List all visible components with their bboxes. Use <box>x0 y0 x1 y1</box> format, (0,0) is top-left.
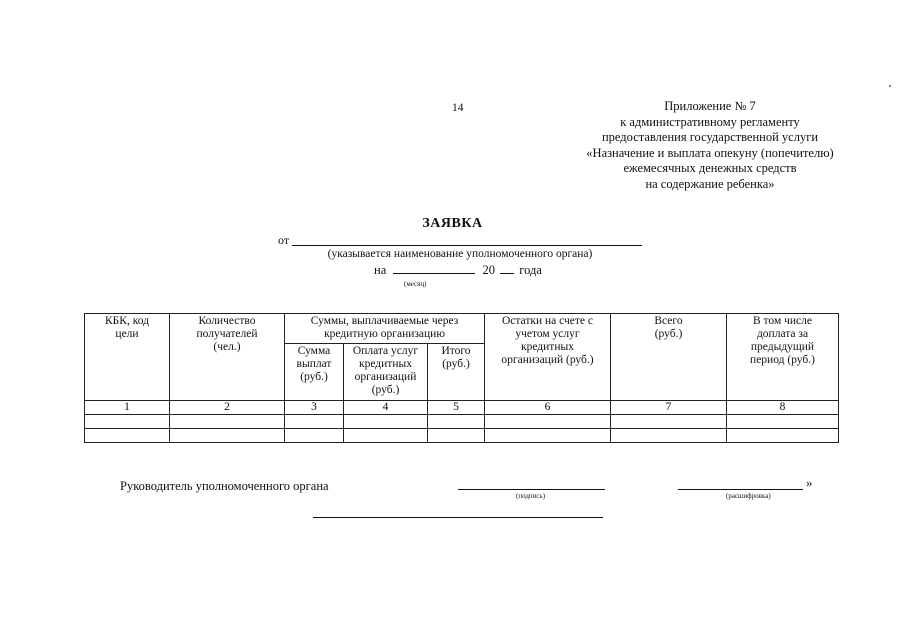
header-kbk: КБК, код цели <box>85 314 170 401</box>
header-recipients: Количество получателей (чел.) <box>170 314 285 401</box>
column-number: 7 <box>611 401 727 415</box>
table-cell[interactable] <box>727 415 839 429</box>
decode-line <box>678 489 803 490</box>
column-number: 2 <box>170 401 285 415</box>
closing-quote: » <box>806 475 813 490</box>
request-table <box>84 313 839 443</box>
table-cell[interactable] <box>428 415 485 429</box>
column-number: 6 <box>485 401 611 415</box>
org-name-hint: (указывается наименование уполномоченного органа) <box>327 248 593 260</box>
column-number: 4 <box>344 401 428 415</box>
table-cell[interactable] <box>611 429 727 443</box>
month-hint: (месяц) <box>404 280 427 288</box>
appendix-header <box>560 99 860 192</box>
appendix-line: на содержание ребенка» <box>645 176 775 191</box>
table-cell[interactable] <box>85 429 170 443</box>
table-row <box>85 429 839 443</box>
table-cell[interactable] <box>344 415 428 429</box>
header-total-sub: Итого (руб.) <box>428 344 485 401</box>
decode-caption: (расшифровка) <box>726 492 771 500</box>
table-cell[interactable] <box>285 415 344 429</box>
appendix-line: предоставления государственной услуги <box>601 130 819 144</box>
table-cell[interactable] <box>485 429 611 443</box>
header-total: Всего (руб.) <box>611 314 727 401</box>
page-number: 14 <box>452 102 464 114</box>
header-sums-group: Суммы, выплачиваемые через кредитную организацию <box>285 314 485 344</box>
column-number: 8 <box>727 401 839 415</box>
date-line <box>313 517 603 518</box>
header-extra: В том числе доплата за предыдущий период (руб.) <box>727 314 839 401</box>
appendix-line: Приложение № 7 <box>664 99 756 113</box>
table-cell[interactable] <box>85 415 170 429</box>
table-row <box>85 415 839 429</box>
table-cell[interactable] <box>485 415 611 429</box>
period-prefix: на <box>374 263 387 277</box>
from-label: от <box>278 233 290 247</box>
month-blank <box>393 263 475 274</box>
org-name-line <box>292 245 642 246</box>
table-cell[interactable] <box>611 415 727 429</box>
column-number: 3 <box>285 401 344 415</box>
table-cell[interactable] <box>285 429 344 443</box>
form-title: ЗАЯВКА <box>422 216 483 231</box>
column-number: 5 <box>428 401 485 415</box>
column-number: 1 <box>85 401 170 415</box>
table-cell[interactable] <box>727 429 839 443</box>
table-cell[interactable] <box>344 429 428 443</box>
year-blank <box>500 263 514 274</box>
head-of-organ-label: Руководитель уполномоченного органа <box>120 479 329 493</box>
appendix-line: ежемесячных денежных средств <box>623 161 797 175</box>
period-line <box>374 263 542 278</box>
signature-caption: (подпись) <box>516 492 546 500</box>
scan-dot <box>889 85 891 87</box>
signature-line <box>458 489 605 490</box>
header-bank-fee: Оплата услуг кредитных организаций (руб.) <box>344 344 428 401</box>
table-cell[interactable] <box>170 429 285 443</box>
appendix-line: «Назначение и выплата опекуну (попечителю) <box>586 145 834 160</box>
table-cell[interactable] <box>170 415 285 429</box>
header-balance: Остатки на счете с учетом услуг кредитных организаций (руб.) <box>485 314 611 401</box>
table-cell[interactable] <box>428 429 485 443</box>
appendix-line: к административному регламенту <box>620 114 800 129</box>
year-prefix: 20 <box>482 263 495 277</box>
header-sum-payments: Сумма выплат (руб.) <box>285 344 344 401</box>
period-suffix: года <box>519 263 542 277</box>
